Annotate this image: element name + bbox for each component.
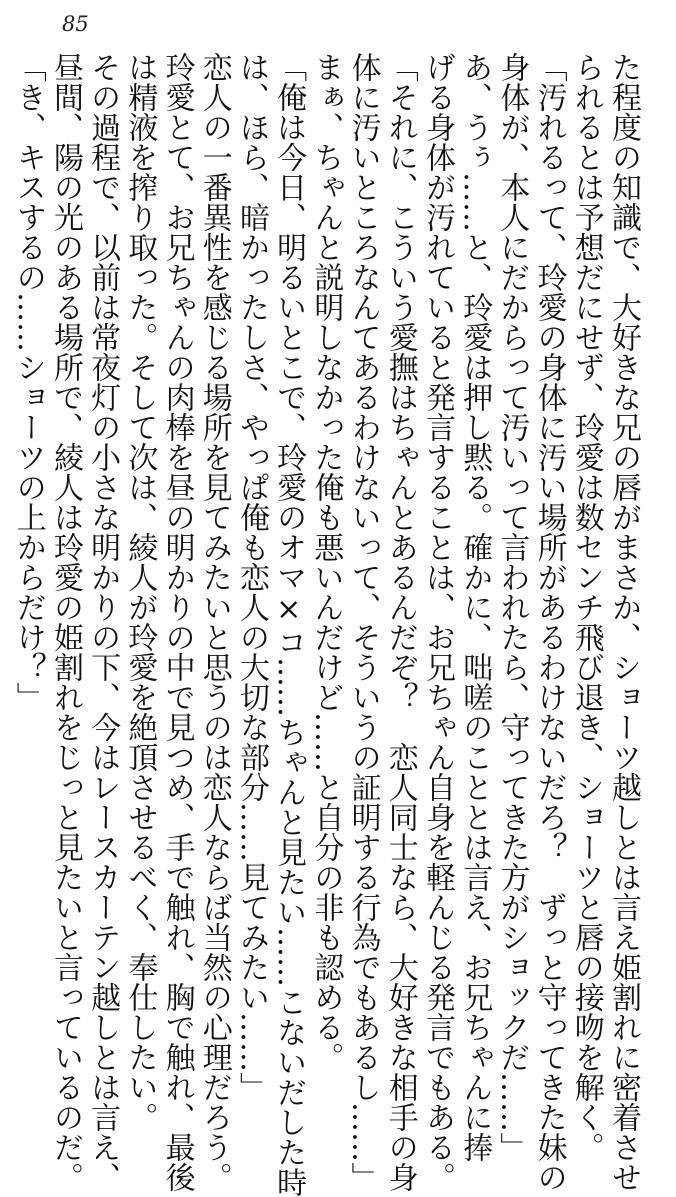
text-line: その過程で、以前は常夜灯の小さな明かりの下、今はレースカーテン越しとは言え、	[85, 52, 121, 1192]
text-line: た程度の知識で、大好きな兄の唇がまさか、ショーツ越しとは言え姫割れに密着させ	[606, 52, 641, 1192]
body-text	[10, 52, 642, 1197]
text-line: 「汚れるって、玲愛の身体に汚い場所があるわけないだろ？ ずっと守ってきた妹の	[531, 52, 567, 1192]
text-line: 「それに、こういう愛撫はちゃんとあるんだぞ？ 恋人同士なら、大好きな相手の身	[382, 52, 418, 1192]
text-line: は精液を搾り取った。そして次は、綾人が玲愛を絶頂させるべく、奉仕したい。	[122, 52, 158, 1132]
text-line: 身体が、本人にだからって汚いって言われたら、守ってきた方がショックだ……」	[494, 52, 530, 1162]
text-line: は、ほら、暗かったしさ、やっぱ俺も恋人の大切な部分……見てみたい……」	[233, 52, 269, 1102]
text-line: 昼間、陽の光のある場所で、綾人は玲愛の姫割れをじっと見たいと言っているのだ。	[47, 52, 83, 1192]
text-line: 「き、キスするの……ショーツの上からだけ？」	[10, 52, 46, 712]
text-line: あ、うぅ……と、玲愛は押し黙る。確かに、咄嗟のこととは言え、お兄ちゃんに捧	[457, 52, 493, 1162]
text-line: まぁ、ちゃんと説明しなかった俺も悪いんだけど……と自分の非も認める。	[308, 52, 344, 1072]
text-line: げる身体が汚れていると発言することは、お兄ちゃん自身を軽んじる発言でもある。	[419, 52, 455, 1192]
text-line: 「俺は今日、明るいとこで、玲愛のオマ×コ……ちゃんと見たい……こないだした時	[271, 52, 307, 1197]
text-line: られるとは予想だにせず、玲愛は数センチ飛び退き、ショーツと唇の接吻を解く。	[568, 52, 604, 1162]
text-line: 体に汚いところなんてあるわけないって、そういうの証明する行為でもあるし……」	[345, 52, 381, 1192]
page-number: 85	[62, 12, 89, 36]
text-line: 恋人の一番異性を感じる場所を見てみたいと思うのは恋人ならば当然の心理だろう。	[196, 52, 232, 1192]
text-line: 玲愛とて、お兄ちゃんの肉棒を昼の明かりの中で見つめ、手で触れ、胸で触れ、最後	[159, 52, 195, 1192]
